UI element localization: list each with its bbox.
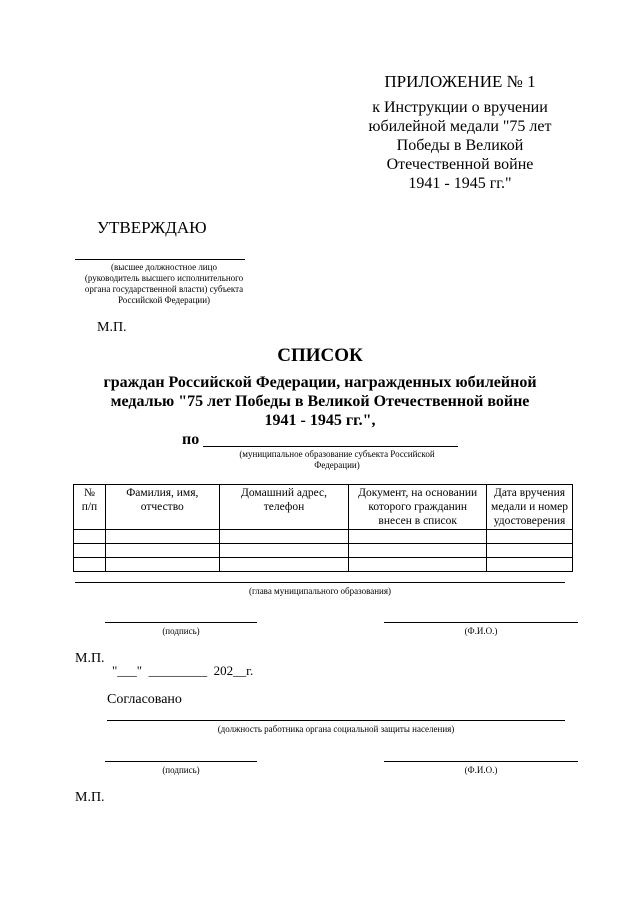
agreed-label: Согласовано — [107, 692, 182, 707]
table-header-row — [74, 485, 573, 530]
head-caption: (глава муниципального образования) — [248, 586, 392, 596]
header-line: которого гражданин — [368, 501, 468, 513]
table-cell[interactable] — [105, 530, 219, 544]
header-line: п/п — [81, 501, 98, 513]
awardees-table — [73, 484, 573, 572]
appendix-line: Отечественной войне — [386, 156, 534, 173]
table-cell[interactable] — [74, 544, 106, 558]
date-field: "___" _________ 202__г. — [112, 663, 254, 678]
header-line: Документ, на основании — [358, 487, 478, 499]
header-line: № — [83, 487, 95, 499]
signature-caption: (подпись) — [162, 626, 200, 636]
table-cell[interactable] — [487, 544, 573, 558]
approval-heading: УТВЕРЖДАЮ — [97, 218, 207, 237]
caption-line: органа государственной власти) субъекта — [84, 284, 244, 294]
subtitle-line: 1941 - 1945 гг.", — [264, 412, 376, 429]
stamp-place: М.П. — [75, 790, 105, 805]
list-subtitle — [75, 373, 565, 430]
caption-line: Российской Федерации) — [117, 295, 211, 305]
head-name-line — [75, 582, 565, 583]
header-line: Фамилия, имя, — [126, 487, 199, 499]
table-cell[interactable] — [349, 558, 487, 572]
municipality-caption — [222, 449, 452, 471]
table-cell[interactable] — [74, 558, 106, 572]
table-cell[interactable] — [105, 544, 219, 558]
appendix-line: к Инструкции о вручении — [372, 99, 548, 116]
header-line: отчество — [140, 501, 184, 513]
fio-caption: (Ф.И.О.) — [464, 765, 498, 775]
header-line: Домашний адрес, — [241, 487, 327, 499]
column-number-header — [74, 485, 106, 530]
position-line — [107, 720, 565, 721]
table-cell[interactable] — [219, 544, 349, 558]
column-date-header — [487, 485, 573, 530]
appendix-reference — [330, 98, 590, 193]
signature-caption: (подпись) — [162, 765, 200, 775]
table-body — [74, 530, 573, 572]
fio-line — [384, 622, 578, 623]
caption-line: Федерации) — [314, 460, 360, 470]
table-row — [74, 530, 573, 544]
appendix-line: юбилейной медали "75 лет — [368, 118, 552, 135]
table-cell[interactable] — [105, 558, 219, 572]
position-caption: (должность работника органа социальной защиты населения) — [217, 724, 455, 734]
caption-line: (руководитель высшего исполнительного — [84, 273, 244, 283]
appendix-line: Победы в Великой — [396, 137, 524, 154]
subtitle-line: граждан Российской Федерации, награжденных юбилейной — [103, 374, 537, 391]
subtitle-line: медалью "75 лет Победы в Великой Отечественной войне — [110, 393, 530, 410]
table-cell[interactable] — [349, 544, 487, 558]
column-document-header — [349, 485, 487, 530]
header-line: Дата вручения — [493, 487, 566, 499]
appendix-line: 1941 - 1945 гг." — [408, 175, 512, 192]
signature-line — [105, 761, 257, 762]
table-cell[interactable] — [349, 530, 487, 544]
caption-line: (высшее должностное лицо — [111, 262, 217, 272]
header-line: медали и номер — [491, 501, 568, 513]
table-row — [74, 558, 573, 572]
list-title: СПИСОК — [277, 345, 363, 366]
municipality-line — [203, 446, 458, 447]
table-row — [74, 544, 573, 558]
table-cell[interactable] — [219, 530, 349, 544]
header-line: телефон — [263, 501, 305, 513]
table-cell[interactable] — [219, 558, 349, 572]
appendix-title: ПРИЛОЖЕНИЕ № 1 — [384, 72, 536, 91]
table-cell[interactable] — [487, 558, 573, 572]
header-line: удостоверения — [493, 515, 566, 527]
stamp-place: М.П. — [75, 651, 105, 666]
fio-caption: (Ф.И.О.) — [464, 626, 498, 636]
header-line: внесен в список — [378, 515, 457, 527]
approver-caption — [75, 262, 253, 306]
table-cell[interactable] — [74, 530, 106, 544]
po-label: по — [182, 431, 200, 448]
approver-signature-line — [75, 259, 245, 260]
fio-line — [384, 761, 578, 762]
stamp-place: М.П. — [97, 320, 127, 335]
column-name-header — [105, 485, 219, 530]
table-cell[interactable] — [487, 530, 573, 544]
column-address-header — [219, 485, 349, 530]
caption-line: (муниципальное образование субъекта Российской — [239, 449, 435, 459]
signature-line — [105, 622, 257, 623]
